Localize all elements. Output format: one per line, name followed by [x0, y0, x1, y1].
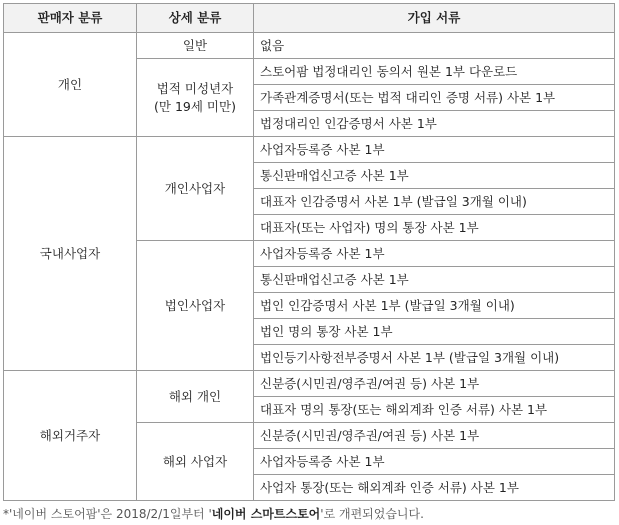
document-cell: 법정대리인 인감증명서 사본 1부 [254, 111, 615, 137]
table-header-row [4, 4, 615, 33]
document-cell: 통신판매업신고증 사본 1부 [254, 163, 615, 189]
document-cell: 법인등기사항전부증명서 사본 1부 (발급일 3개월 이내) [254, 345, 615, 371]
category-overseas-resident: 해외거주자 [4, 371, 137, 501]
category-individual: 개인 [4, 33, 137, 137]
table-row [4, 137, 615, 163]
document-cell: 신분증(시민권/영주권/여권 등) 사본 1부 [254, 371, 615, 397]
detail-minor [137, 59, 254, 137]
document-cell: 사업자등록증 사본 1부 [254, 241, 615, 267]
document-cell: 통신판매업신고증 사본 1부 [254, 267, 615, 293]
detail-minor-line-2: (만 19세 미만) [154, 98, 236, 114]
footnote [3, 505, 424, 522]
document-cell: 스토어팜 법정대리인 동의서 원본 1부 다운로드 [254, 59, 615, 85]
document-cell: 대표자(또는 사업자) 명의 통장 사본 1부 [254, 215, 615, 241]
document-cell: 사업자 통장(또는 해외계좌 인증 서류) 사본 1부 [254, 475, 615, 501]
detail-minor-line-1: 법적 미성년자 [156, 80, 234, 96]
header-detail-category: 상세 분류 [137, 4, 254, 33]
detail-general: 일반 [137, 33, 254, 59]
document-cell: 가족관계증명서(또는 법적 대리인 증명 서류) 사본 1부 [254, 85, 615, 111]
category-domestic-business: 국내사업자 [4, 137, 137, 371]
header-seller-category: 판매자 분류 [4, 4, 137, 33]
footnote-prefix: *'네이버 스토어팜'은 2018/2/1일부터 ' [3, 507, 212, 521]
detail-sole-proprietor: 개인사업자 [137, 137, 254, 241]
detail-overseas-business: 해외 사업자 [137, 423, 254, 501]
document-cell: 대표자 명의 통장(또는 해외계좌 인증 서류) 사본 1부 [254, 397, 615, 423]
document-cell: 사업자등록증 사본 1부 [254, 137, 615, 163]
document-cell: 신분증(시민권/영주권/여권 등) 사본 1부 [254, 423, 615, 449]
requirements-table-wrapper [3, 3, 615, 501]
header-required-documents: 가입 서류 [254, 4, 615, 33]
document-cell: 없음 [254, 33, 615, 59]
document-cell: 법인 인감증명서 사본 1부 (발급일 3개월 이내) [254, 293, 615, 319]
detail-overseas-individual: 해외 개인 [137, 371, 254, 423]
document-cell: 법인 명의 통장 사본 1부 [254, 319, 615, 345]
detail-corporation: 법인사업자 [137, 241, 254, 371]
table-row [4, 33, 615, 59]
table-row [4, 371, 615, 397]
footnote-suffix: '로 개편되었습니다. [320, 507, 424, 521]
footnote-bold: 네이버 스마트스토어 [211, 507, 321, 521]
seller-requirements-table [3, 3, 615, 501]
document-cell: 대표자 인감증명서 사본 1부 (발급일 3개월 이내) [254, 189, 615, 215]
document-cell: 사업자등록증 사본 1부 [254, 449, 615, 475]
